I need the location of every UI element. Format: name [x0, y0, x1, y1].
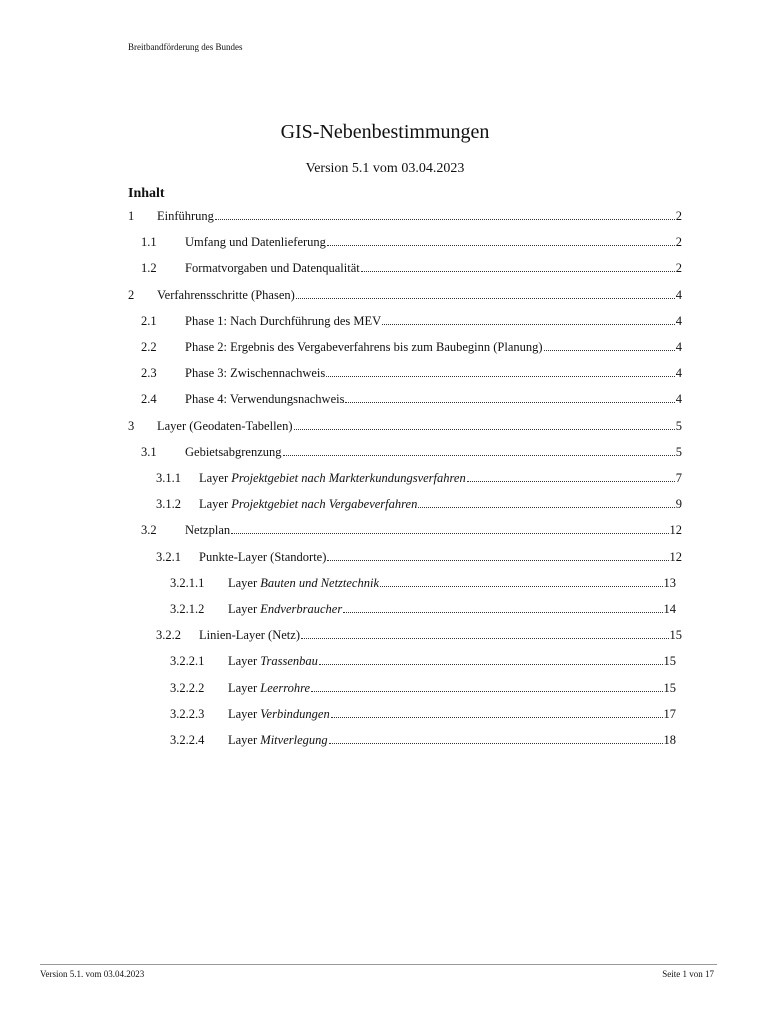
toc-entry-title: Phase 1: Nach Durchführung des MEV — [185, 313, 382, 328]
toc-entry-number: 3.1.2 — [156, 497, 181, 512]
toc-entry-page: 5 — [675, 444, 682, 459]
toc-entry-prefix: Layer — [228, 706, 261, 721]
toc-entry-prefix: Layer — [228, 602, 261, 616]
toc-entry-number: 3.2.2.3 — [170, 706, 205, 721]
toc-entry-page: 17 — [663, 706, 676, 721]
toc-entry-title: Linien-Layer (Netz) — [199, 628, 300, 643]
toc-dot-leader — [294, 429, 675, 430]
toc-entry-number: 3.2 — [141, 523, 157, 538]
toc-entry-number: 3.1 — [141, 444, 157, 459]
toc-entry-title: Phase 3: Zwischennachweis — [185, 366, 326, 381]
toc-entry-number: 3 — [128, 418, 135, 433]
toc-entry-title: Netzplan — [185, 523, 231, 538]
toc-entry[interactable] — [0, 419, 770, 439]
toc-dot-leader — [343, 612, 662, 613]
toc-entry-number: 2.3 — [141, 366, 157, 381]
toc-dot-leader — [345, 402, 674, 403]
toc-entry-title: Verfahrensschritte (Phasen) — [157, 287, 295, 302]
toc-entry-title: Leerrohre — [260, 680, 311, 695]
toc-entry-number: 3.2.2.2 — [170, 680, 205, 695]
toc-entry-page: 18 — [663, 733, 676, 747]
toc-dot-leader — [467, 481, 675, 482]
toc-entry-page: 9 — [675, 497, 682, 512]
page-header: Breitbandförderung des Bundes — [128, 42, 243, 52]
toc-entry-page: 15 — [663, 680, 676, 695]
toc-entry-page: 15 — [663, 654, 676, 669]
toc-entry[interactable] — [0, 681, 770, 701]
toc-entry-prefix: Layer — [199, 497, 232, 512]
toc-entry-number: 3.1.1 — [156, 471, 181, 485]
toc-dot-leader — [380, 586, 662, 587]
toc-entry-number: 2.1 — [141, 313, 157, 328]
toc-dot-leader — [544, 350, 675, 351]
toc-entry-page: 4 — [675, 287, 682, 302]
toc-entry-prefix: Layer — [228, 575, 261, 590]
document-subtitle: Version 5.1 vom 03.04.2023 — [305, 161, 465, 176]
toc-entry-page: 14 — [663, 602, 676, 616]
toc-entry-number: 3.2.2.4 — [170, 733, 205, 747]
toc-dot-leader — [215, 219, 675, 220]
footer-page-number: Seite 1 von 17 — [662, 969, 714, 979]
footer-divider — [40, 964, 717, 965]
toc-entry-number: 1.2 — [141, 261, 157, 276]
toc-entry-title: Umfang und Datenlieferung — [185, 235, 326, 250]
toc-entry-title: Projektgebiet nach Vergabeverfahren — [231, 497, 418, 512]
toc-entry-title: Punkte-Layer (Standorte) — [199, 549, 327, 564]
toc-heading: Inhalt — [128, 186, 165, 201]
toc-entry[interactable] — [0, 366, 770, 386]
toc-dot-leader — [418, 507, 674, 508]
toc-entry[interactable] — [0, 576, 770, 596]
toc-entry-page: 2 — [675, 261, 682, 276]
toc-entry-title: Verbindungen — [260, 706, 330, 721]
toc-entry-number: 3.2.2 — [156, 628, 181, 643]
toc-dot-leader — [329, 743, 663, 744]
toc-entry[interactable] — [0, 733, 770, 753]
toc-entry[interactable] — [0, 654, 770, 674]
toc-entry-number: 3.2.1.1 — [170, 575, 205, 590]
toc-entry[interactable] — [0, 445, 770, 465]
footer-version: Version 5.1. vom 03.04.2023 — [40, 969, 145, 979]
toc-entry-prefix: Layer — [228, 733, 261, 747]
toc-entry-page: 2 — [675, 235, 682, 250]
toc-entry-title: Phase 2: Ergebnis des Vergabeverfahrens bis zum Baubeginn (Planung) — [185, 340, 543, 354]
toc-entry-page: 4 — [675, 313, 682, 328]
toc-entry[interactable] — [0, 314, 770, 334]
toc-entry[interactable] — [0, 602, 770, 622]
toc-dot-leader — [326, 376, 675, 377]
toc-dot-leader — [361, 271, 675, 272]
toc-entry-title: Phase 4: Verwendungsnachweis — [185, 392, 345, 407]
toc-entry-page: 15 — [669, 628, 682, 643]
toc-entry-page: 5 — [675, 418, 682, 433]
toc-entry-number: 2.4 — [141, 392, 157, 407]
toc-entry-number: 3.2.1.2 — [170, 602, 205, 616]
toc-dot-leader — [382, 324, 675, 325]
toc-entry-title: Formatvorgaben und Datenqualität — [185, 261, 360, 276]
toc-entry-page: 12 — [669, 549, 682, 564]
toc-entry[interactable] — [0, 497, 770, 517]
toc-entry-number: 3.2.1 — [156, 549, 181, 564]
toc-entry-page: 13 — [663, 575, 676, 590]
toc-entry-title: Trassenbau — [260, 654, 318, 669]
toc-entry[interactable] — [0, 471, 770, 491]
toc-entry[interactable] — [0, 707, 770, 727]
toc-entry[interactable] — [0, 550, 770, 570]
toc-entry-prefix: Layer — [199, 471, 232, 485]
toc-entry[interactable] — [0, 628, 770, 648]
toc-entry-prefix: Layer — [228, 654, 261, 669]
toc-entry-number: 2 — [128, 287, 135, 302]
toc-entry-title: Endverbraucher — [260, 602, 343, 616]
toc-entry-page: 4 — [675, 366, 682, 381]
toc-dot-leader — [311, 691, 662, 692]
toc-entry-title: Projektgebiet nach Markterkundungsverfahren — [231, 471, 466, 485]
toc-entry[interactable] — [0, 523, 770, 543]
toc-dot-leader — [327, 245, 675, 246]
toc-entry[interactable] — [0, 209, 770, 229]
toc-entry-title: Layer (Geodaten-Tabellen) — [157, 418, 293, 433]
toc-entry[interactable] — [0, 288, 770, 308]
toc-entry-number: 3.2.2.1 — [170, 654, 205, 669]
toc-entry[interactable] — [0, 235, 770, 255]
toc-dot-leader — [301, 638, 669, 639]
toc-dot-leader — [283, 455, 675, 456]
toc-dot-leader — [319, 664, 663, 665]
toc-entry[interactable] — [0, 340, 770, 360]
toc-entry-number: 1.1 — [141, 235, 157, 250]
toc-entry-page: 2 — [675, 209, 682, 223]
toc-entry-title: Gebietsabgrenzung — [185, 444, 282, 459]
toc-entry[interactable] — [0, 392, 770, 412]
toc-entry-title: Bauten und Netztechnik — [260, 575, 380, 590]
toc-entry-page: 4 — [675, 392, 682, 407]
toc-entry-title: Mitverlegung — [260, 733, 328, 747]
toc-entry-number: 1 — [128, 209, 135, 223]
toc-entry-page: 4 — [675, 340, 682, 354]
document-title: GIS-Nebenbestimmungen — [280, 121, 490, 143]
toc-dot-leader — [296, 298, 675, 299]
toc-entry[interactable] — [0, 261, 770, 281]
toc-entry-number: 2.2 — [141, 340, 157, 354]
toc-entry-prefix: Layer — [228, 680, 261, 695]
toc-entry-page: 7 — [675, 471, 682, 485]
toc-dot-leader — [231, 533, 668, 534]
toc-entry-page: 12 — [669, 523, 682, 538]
toc-entry-title: Einführung — [157, 209, 214, 223]
toc-dot-leader — [327, 560, 668, 561]
toc-dot-leader — [331, 717, 663, 718]
